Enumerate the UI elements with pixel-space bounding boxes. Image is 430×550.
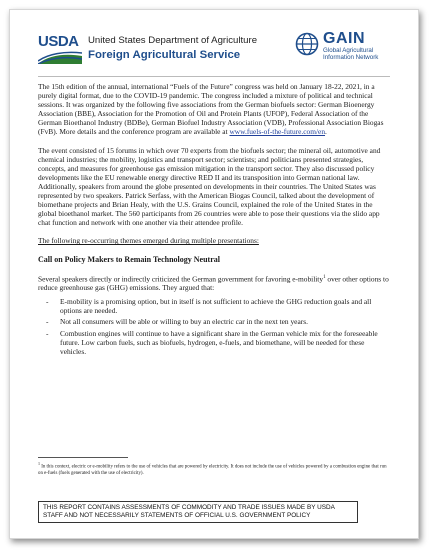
criticism-text-end: over other options to reduce greenhouse gas (GHG) emissions. They argued that: bbox=[38, 274, 389, 293]
criticism-paragraph bbox=[38, 273, 390, 293]
footnote-divider bbox=[38, 457, 128, 458]
argument-list bbox=[52, 297, 390, 356]
footnote-text: In this context, electric or e-mobility refers to the use of vehicles that are powered by electricity. It does not include the use of vehicles powered by a combustion engine that run on e-fuels (fuels generated with the use of electricity). bbox=[38, 464, 387, 476]
gain-title: GAIN bbox=[323, 30, 365, 47]
header-divider bbox=[38, 76, 390, 77]
themes-intro: The following re-occurring themes emerged during multiple presentations: bbox=[38, 236, 259, 246]
agency-name: Foreign Agricultural Service bbox=[88, 49, 241, 61]
disclaimer-box: THIS REPORT CONTAINS ASSESSMENTS OF COMMODITY AND TRADE ISSUES MADE BY USDA STAFF AND NOT NECESSARILY STATEMENTS OF OFFICIAL U.S. GOVERNMENT POLICY bbox=[38, 501, 358, 523]
list-item: - E-mobility is a promising option, but in itself is not sufficient to achieve the GHG reduction goals and all options are needed. bbox=[52, 297, 390, 315]
department-name: United States Department of Agriculture bbox=[88, 35, 258, 46]
intro-end: . bbox=[325, 127, 327, 137]
gain-subtitle-2: Information Network bbox=[323, 54, 379, 61]
gain-subtitle-1: Global Agricultural bbox=[323, 47, 374, 54]
intro-paragraph bbox=[38, 82, 390, 137]
footnote-ref: 1 bbox=[323, 274, 326, 280]
event-paragraph: The event consisted of 15 forums in which over 70 experts from the biofuels sector; the mineral oil, automotive and chemical industries; the mobility, logistics and transport sector; scientists; and politicians presented strategies, concepts, and measures for greenhouse gas emission mitigation in the transport sector. They also discussed policy developments like the EU renewable energy directive RED II and its transposition into German national law. Additionally, speakers from around the globe presented on developments in their countries. The United States was represented by two speakers. Patrick Serfass, with the American Biogas Council, talked about the development of biomethane projects and Brian Healy, with the U.S. Grains Council, explained the role of the United States in the global bioethanol market. The 560 participants from 26 countries were able to pose their questions via the slido app chat function and network with one another via their attendee profile. bbox=[38, 145, 381, 228]
globe-icon bbox=[295, 32, 319, 56]
usda-logo bbox=[38, 34, 82, 64]
conference-link[interactable]: www.fuels-of-the-future.com/en bbox=[229, 127, 326, 137]
gain-logo bbox=[295, 30, 405, 70]
footnote-number: 1 bbox=[38, 461, 40, 466]
footnote bbox=[38, 461, 390, 477]
report-page bbox=[9, 9, 419, 539]
usda-logo-letters: USDA bbox=[38, 33, 79, 50]
agency-name-block bbox=[88, 35, 257, 62]
list-item: - Combustion engines will continue to have a significant share in the German vehicle mix for the foreseeable future. Low carbon fuels, such as biofuels, hydrogen, e-fuels, and biomethane, will be needed for these vehicles. bbox=[52, 329, 390, 356]
gain-wordmark bbox=[323, 30, 378, 61]
usda-field-icon bbox=[38, 51, 82, 64]
list-item: - Not all consumers will be able or willing to buy an electric car in the next ten years. bbox=[52, 317, 390, 326]
intro-text: The 15th edition of the annual, international “Fuels of the Future” congress was held on January 18-22, 2021, in a purely digital format, due to the COVID-19 pandemic. The congress included a mixture of political and technical sessions. It was organized by the following five associations from the German biofuels sector: German Bioenergy Association (BBE), Association for the Promotion of Oil and Protein Plants (UFOP), Federal Association of the German Bioethanol Industry (BDBe), German Biofuel Industry Association (VDB), Professional Association Biogas (FvB). More details and the conference program are available at bbox=[38, 82, 384, 137]
criticism-text: Several speakers directly or indirectly criticized the German government for favoring e-mobility bbox=[38, 274, 324, 284]
section-heading: Call on Policy Makers to Remain Technology Neutral bbox=[38, 254, 220, 264]
report-body bbox=[38, 82, 390, 358]
